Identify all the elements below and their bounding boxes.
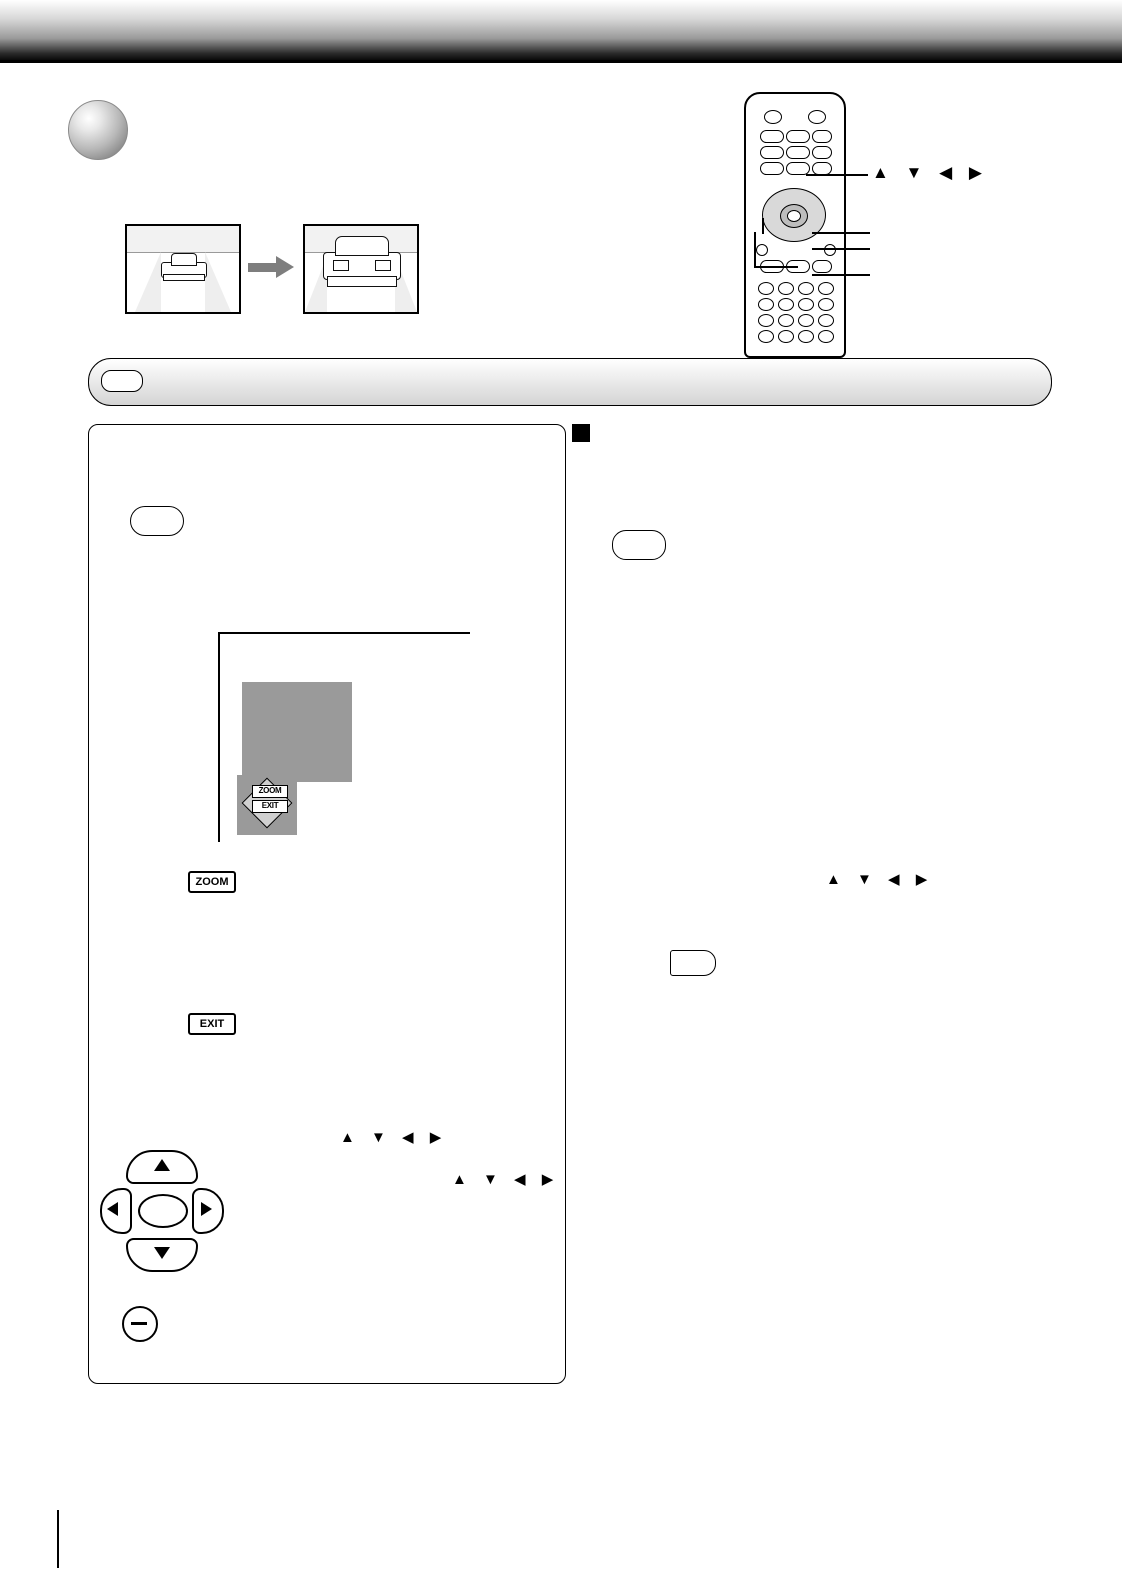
remote-button-power[interactable] xyxy=(764,110,782,124)
remote-key-13[interactable] xyxy=(758,330,774,343)
cursor-symbols-row-1: ▲ ▼ ◀ ▶ xyxy=(340,1129,448,1146)
dpad-left-arrow-icon xyxy=(107,1202,118,1216)
page-header-band xyxy=(0,0,1122,62)
remote-key-9[interactable] xyxy=(758,314,774,327)
direction-pad-illustration xyxy=(100,1150,220,1268)
remote-key-7[interactable] xyxy=(798,298,814,311)
remote-button-r2c2[interactable] xyxy=(786,146,810,159)
right-cursor-symbols: ▲ ▼ ◀ ▶ xyxy=(826,871,934,888)
remote-button-r2c1[interactable] xyxy=(760,146,784,159)
note-bar xyxy=(88,358,1052,406)
note-bar-pill-icon xyxy=(101,370,143,392)
example-image-before xyxy=(125,224,241,314)
road-edge-right xyxy=(205,252,231,312)
remote-key-10[interactable] xyxy=(778,314,794,327)
road-scene-small xyxy=(127,226,239,312)
car-headlight-right xyxy=(375,260,391,271)
callout-hook-horizontal xyxy=(754,266,798,268)
remote-button-r1c3[interactable] xyxy=(812,130,832,143)
osd-exit-label: EXIT xyxy=(252,800,288,813)
road-edge-left xyxy=(135,252,161,312)
example-image-after xyxy=(303,224,419,314)
right-step-tag xyxy=(612,530,666,560)
dpad-right-arrow-icon xyxy=(201,1202,212,1216)
remote-dpad-enter-button[interactable] xyxy=(787,210,801,222)
remote-button-r1c1[interactable] xyxy=(760,130,784,143)
remote-button-menu[interactable] xyxy=(824,244,836,256)
remote-button-open[interactable] xyxy=(808,110,826,124)
callout-line-2 xyxy=(812,232,870,234)
right-note-flag-icon xyxy=(670,950,716,976)
callout-line-cursor xyxy=(806,174,868,176)
remote-key-15[interactable] xyxy=(798,330,814,343)
road-scene-large xyxy=(305,226,417,312)
remote-key-6[interactable] xyxy=(778,298,794,311)
remote-control-illustration xyxy=(744,92,846,358)
callout-hook-stub xyxy=(762,218,764,234)
remote-key-12[interactable] xyxy=(818,314,834,327)
zoom-key-chip[interactable]: ZOOM xyxy=(188,871,236,893)
remote-button-r2c3[interactable] xyxy=(812,146,832,159)
osd-zoom-label: ZOOM xyxy=(252,785,288,798)
footer-rule xyxy=(57,1510,59,1568)
remote-key-4[interactable] xyxy=(818,282,834,295)
callout-cursor-symbols: ▲ ▼ ◀ ▶ xyxy=(872,163,988,182)
car-bumper-small xyxy=(163,274,205,281)
callout-line-4 xyxy=(812,274,870,276)
callout-line-3 xyxy=(812,248,870,250)
car-roof-large xyxy=(335,236,389,256)
remote-key-8[interactable] xyxy=(818,298,834,311)
osd-callout-rule-horizontal xyxy=(218,632,470,634)
left-step-tag xyxy=(130,506,184,536)
arrow-head xyxy=(276,256,294,278)
remote-button-zoom[interactable] xyxy=(812,260,832,273)
page-header-rule xyxy=(0,60,1122,63)
remote-key-3[interactable] xyxy=(798,282,814,295)
zoom-arrow-icon xyxy=(248,256,294,278)
remote-key-14[interactable] xyxy=(778,330,794,343)
remote-button-r3c1[interactable] xyxy=(760,162,784,175)
remote-key-11[interactable] xyxy=(798,314,814,327)
dpad-enter-hub[interactable] xyxy=(138,1194,188,1228)
dpad-down-arrow-icon xyxy=(154,1247,170,1259)
callout-hook-vertical xyxy=(754,232,756,268)
cursor-symbols-row-2: ▲ ▼ ◀ ▶ xyxy=(452,1171,560,1188)
car-bumper-large xyxy=(327,276,397,287)
car-headlight-left xyxy=(333,260,349,271)
remote-key-5[interactable] xyxy=(758,298,774,311)
car-roof-small xyxy=(171,253,197,266)
right-section-bullet-icon xyxy=(572,424,590,442)
exit-key-chip[interactable]: EXIT xyxy=(188,1013,236,1035)
remote-key-2[interactable] xyxy=(778,282,794,295)
minus-button-icon[interactable] xyxy=(122,1306,158,1342)
osd-screen-preview xyxy=(242,682,352,782)
remote-button-r1c2[interactable] xyxy=(786,130,810,143)
remote-key-1[interactable] xyxy=(758,282,774,295)
dpad-up-arrow-icon xyxy=(154,1159,170,1171)
remote-key-16[interactable] xyxy=(818,330,834,343)
osd-callout-rule-vertical xyxy=(218,632,220,842)
sky-area xyxy=(127,226,239,253)
remote-button-return[interactable] xyxy=(756,244,768,256)
arrow-shaft xyxy=(248,263,278,272)
section-bullet-icon xyxy=(68,100,128,160)
